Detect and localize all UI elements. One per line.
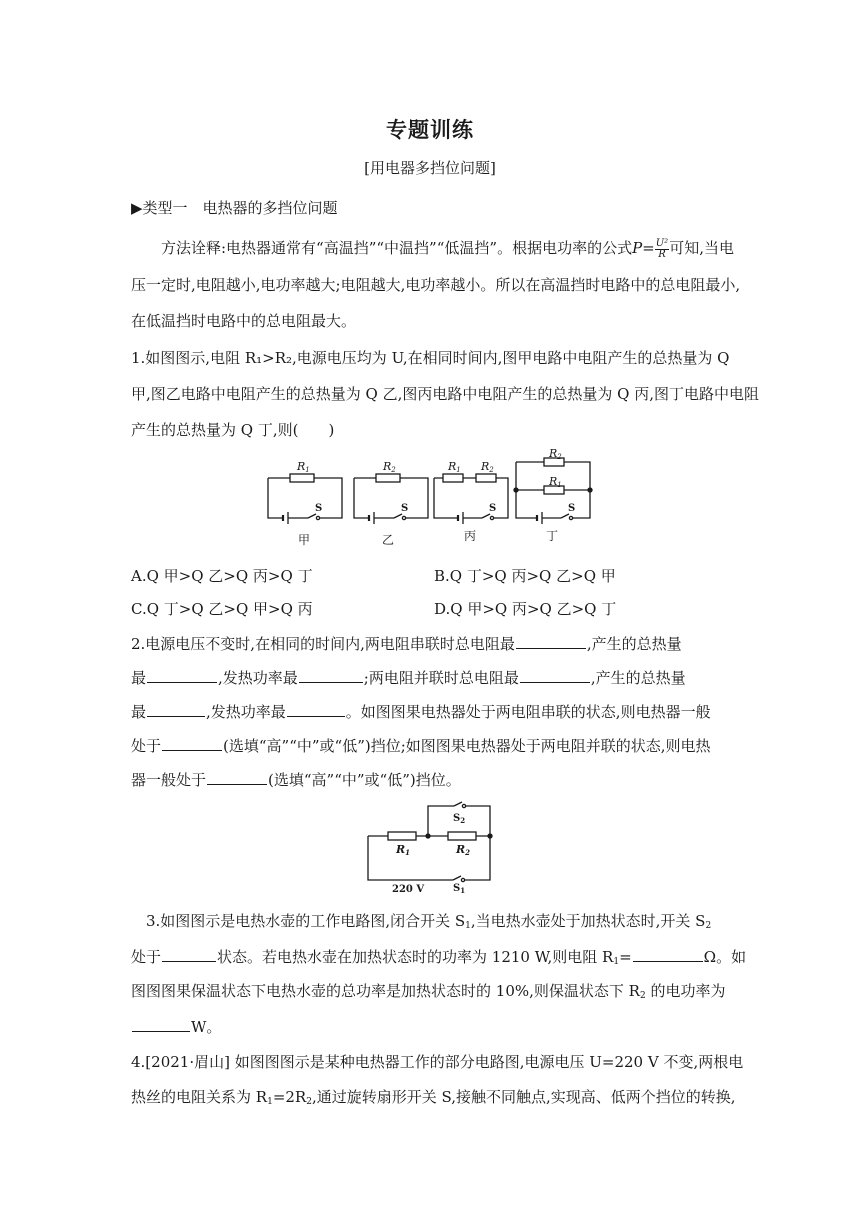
svg-text:S: S bbox=[401, 503, 409, 514]
svg-text:丁: 丁 bbox=[546, 529, 559, 543]
q4-line-1: 4.[2021·眉山] 如图图图示是某种电热器工作的部分电路图,电源电压 U=220 V 不变,两根电 bbox=[131, 1053, 744, 1071]
q2-line-1: 2.电源电压不变时,在相同的时间内,两电阻串联时总电阻最 ,产生的总热量 bbox=[131, 635, 682, 653]
q2-circuit-diagram bbox=[360, 798, 500, 898]
q3-line-2: 处于 状态。若电热水壶在加热状态时的功率为 1210 W,则电阻 $R_1= \Omega$。如 bbox=[131, 948, 747, 967]
method-text-a: 方法诠释:电热器通常有“高温挡”“中温挡”“低温挡”。根据电功率的公式 bbox=[161, 239, 633, 257]
q3-line-3: 图图图果保温状态下电热水壶的总功率是加热状态时的 10%,则保温状态下 $R_2$ 的电功率为 bbox=[131, 982, 726, 1001]
q2-line-2: 最 ,发热功率最 ;两电阻并联时总电阻最 ,产生的总热量 bbox=[131, 669, 686, 687]
svg-text:R1: R1 bbox=[297, 460, 310, 474]
svg-text:R1: R1 bbox=[448, 460, 461, 474]
method-line-3: 在低温挡时电路中的总电阻最大。 bbox=[131, 312, 357, 330]
svg-text:S: S bbox=[568, 503, 576, 514]
section-heading bbox=[131, 198, 338, 218]
method-line-1 bbox=[161, 238, 734, 260]
circuit-jia bbox=[268, 474, 342, 524]
formula-p: P bbox=[632, 239, 643, 257]
formula-numerator: U² bbox=[655, 237, 669, 249]
svg-text:R2: R2 bbox=[549, 448, 562, 461]
svg-text:S2: $S_2$ bbox=[453, 813, 466, 825]
svg-text:R1: R1 bbox=[549, 475, 562, 489]
q2-blank-3[interactable] bbox=[299, 667, 363, 683]
q1-option-b[interactable]: B.Q 丁>Q 丙>Q 乙>Q 甲 bbox=[434, 567, 616, 585]
q3-blank-2[interactable] bbox=[633, 946, 703, 962]
q2-line-5: 器一般处于 (选填“高”“中”或“低”)挡位。 bbox=[131, 771, 461, 789]
circuit-yi bbox=[354, 474, 428, 524]
q1-option-d[interactable]: D.Q 甲>Q 丙>Q 乙>Q 丁 bbox=[434, 600, 617, 618]
svg-text:R2: R2 bbox=[481, 460, 494, 474]
svg-text:R2: R2 bbox=[383, 460, 396, 474]
svg-text:R1: R1 bbox=[396, 843, 411, 857]
q2-line-4: 处于 (选填“高”“中”或“低”)挡位;如图图果电热器处于两电阻并联的状态,则电热 bbox=[131, 737, 711, 755]
triangle-marker-icon: ▶ bbox=[131, 199, 143, 217]
section-heading-text: 类型一 电热器的多挡位问题 bbox=[142, 199, 338, 217]
q4-line-2: 热丝的电阻关系为 $R_1=2R_2$,通过旋转扇形开关 S,接触不同触点,实现高、低两个挡位的转换, bbox=[131, 1088, 736, 1107]
q2-line-3: 最 ,发热功率最 。如图图果电热器处于两电阻串联的状态,则电热器一般 bbox=[131, 703, 711, 721]
q2-blank-4[interactable] bbox=[520, 667, 590, 683]
method-text-b: 可知,当电 bbox=[669, 239, 734, 257]
q1-line-1: 1.如图图示,电阻 R₁>R₂,电源电压均为 U,在相同时间内,图甲电路中电阻产生的总热量为 Q bbox=[131, 349, 730, 367]
formula-fraction bbox=[655, 239, 669, 260]
svg-text:220 V: 220 V bbox=[392, 884, 425, 895]
q3-line-1: 3.如图图示是电热水壶的工作电路图,闭合开关 $S_1$,当电热水壶处于加热状态时,开关 $S_2$ bbox=[146, 912, 712, 931]
q3-blank-1[interactable] bbox=[162, 946, 216, 962]
q2-blank-5[interactable] bbox=[147, 701, 205, 717]
q1-option-c[interactable]: C.Q 丁>Q 乙>Q 甲>Q 丙 bbox=[131, 600, 313, 618]
q1-option-a[interactable]: A.Q 甲>Q 乙>Q 丙>Q 丁 bbox=[131, 567, 313, 585]
q1-line-2: 甲,图乙电路中电阻产生的总热量为 Q 乙,图丙电路中电阻产生的总热量为 Q 丙,图丁电路中电阻 bbox=[131, 385, 759, 403]
q2-blank-7[interactable] bbox=[162, 735, 222, 751]
q2-blank-6[interactable] bbox=[287, 701, 345, 717]
q2-blank-2[interactable] bbox=[147, 667, 217, 683]
q2-blank-8[interactable] bbox=[207, 769, 267, 785]
q1-circuit-diagrams bbox=[260, 448, 605, 553]
svg-text:S: S bbox=[489, 503, 497, 514]
circuit-bing bbox=[434, 474, 508, 524]
q3-blank-3[interactable] bbox=[132, 1016, 190, 1032]
formula-denominator: R bbox=[658, 248, 666, 260]
q1-line-3: 产生的总热量为 Q 丁,则( ) bbox=[131, 421, 335, 439]
formula-eq: = bbox=[642, 239, 655, 257]
method-line-2: 压一定时,电阻越小,电功率越大;电阻越大,电功率越小。所以在高温挡时电路中的总电阻最小, bbox=[131, 276, 741, 294]
svg-text:乙: 乙 bbox=[382, 533, 395, 547]
q2-blank-1[interactable] bbox=[516, 633, 586, 649]
svg-text:S: S bbox=[315, 503, 323, 514]
circuit-ding bbox=[514, 458, 592, 524]
svg-text:S1: $S_1$ bbox=[453, 883, 466, 895]
svg-text:R2: R2 bbox=[456, 843, 471, 857]
svg-text:甲: 甲 bbox=[298, 533, 311, 547]
page-title: 专题训练 bbox=[386, 118, 474, 142]
q3-line-4: W。 bbox=[131, 1016, 221, 1037]
svg-text:丙: 丙 bbox=[464, 529, 477, 543]
page-subtitle: [用电器多挡位问题] bbox=[364, 159, 496, 177]
